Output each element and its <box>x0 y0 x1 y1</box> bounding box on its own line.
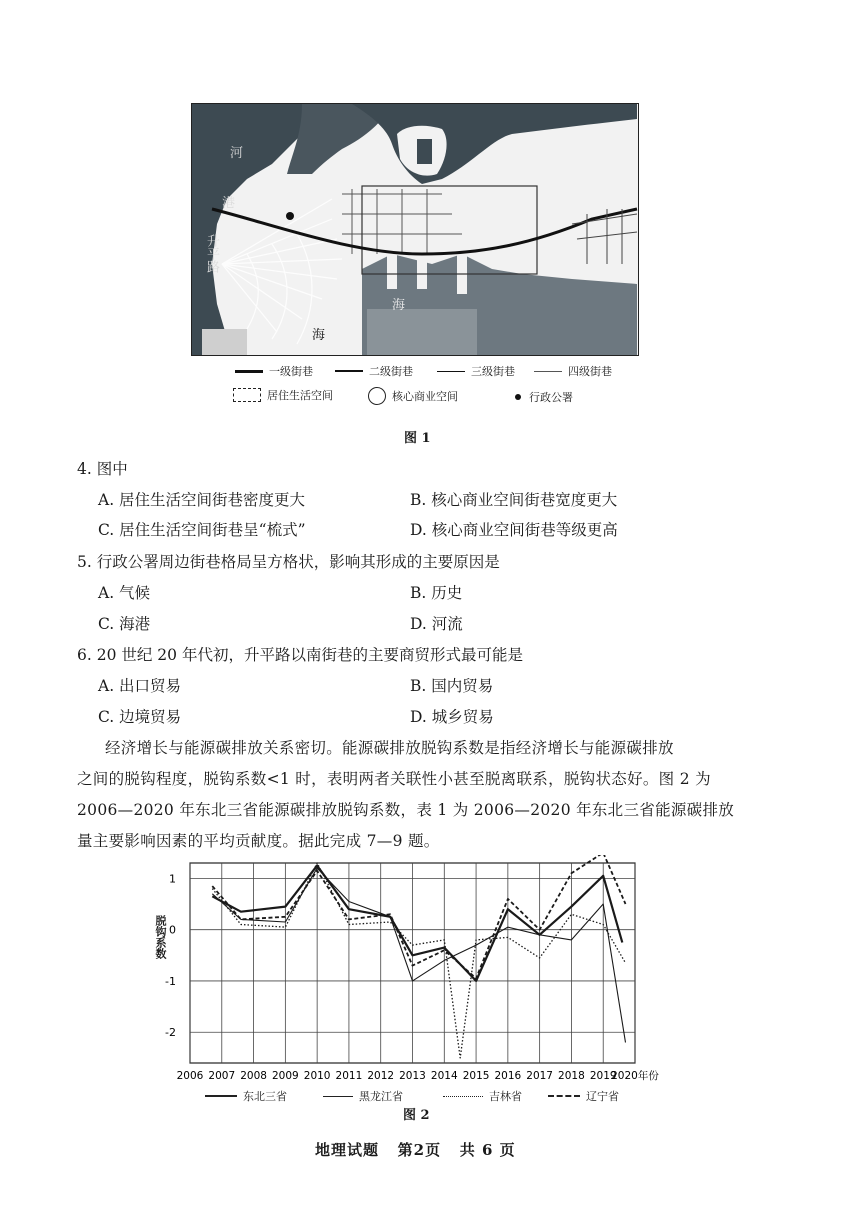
question-6-option-c: C. 边境贸易 <box>98 708 182 726</box>
chart-y-tick-label: -2 <box>165 1026 176 1040</box>
question-5-option-d: D. 河流 <box>410 615 463 633</box>
passage-line-2: 之间的脱钩程度，脱钩系数<1 时，表明两者关联性小甚至脱离联系，脱钩状态好。图 2 为 <box>77 770 711 788</box>
chart-x-tick-label: 2008 <box>240 1070 267 1082</box>
chart-legend-heilongjiang <box>323 1088 403 1104</box>
chart-x-tick-label: 2011 <box>335 1070 363 1082</box>
chart-x-tick-label: 2015 <box>462 1070 490 1082</box>
legend-admin-office <box>515 389 573 405</box>
chart-x-tick-label: 2013 <box>399 1070 426 1082</box>
question-6-stem: 6. 20 世纪 20 年代初，升平路以南街巷的主要商贸形式最可能是 <box>77 646 523 664</box>
chart-y-tick-label: -1 <box>165 974 176 988</box>
question-5-stem: 5. 行政公署周边街巷格局呈方格状，影响其形成的主要原因是 <box>77 553 500 571</box>
legend-line-level4 <box>534 371 562 372</box>
legend-line-level3 <box>437 371 465 372</box>
legend-level1 <box>235 363 313 379</box>
legend-residential <box>233 387 333 403</box>
legend-box-residential <box>233 388 261 402</box>
chart-legend-liaoning <box>548 1088 619 1104</box>
question-6-option-d: D. 城乡贸易 <box>410 708 494 726</box>
map-label-he: 河 <box>230 146 244 161</box>
question-5-option-a: A. 气候 <box>98 584 151 602</box>
legend-line-jilin <box>443 1096 483 1097</box>
legend-label-liaoning: 辽宁省 <box>586 1090 619 1103</box>
map-graphic <box>192 104 638 355</box>
legend-line-liaoning <box>548 1095 580 1097</box>
legend-line-level1 <box>235 370 263 373</box>
legend-level2 <box>335 363 413 379</box>
question-5-option-c: C. 海港 <box>98 615 151 633</box>
map-label-hai: 海 <box>392 298 406 313</box>
legend-label-core: 核心商业空间 <box>392 390 458 403</box>
map-label-gang: 港 <box>222 196 236 211</box>
legend-label-level1: 一级街巷 <box>269 365 313 378</box>
legend-core-commercial <box>368 387 458 405</box>
figure2-chart <box>150 855 690 1125</box>
chart-x-tick-label: 2010 <box>303 1070 331 1082</box>
chart-ylabel: 脱钩系数 <box>154 915 167 959</box>
legend-label-jilin: 吉林省 <box>489 1090 522 1103</box>
legend-level4 <box>534 363 612 379</box>
chart-x-tick-label: 2020年份 <box>611 1070 659 1082</box>
legend-line-heilongjiang <box>323 1096 353 1097</box>
chart-x-tick-label: 2012 <box>367 1070 395 1082</box>
passage-line-1: 经济增长与能源碳排放关系密切。能源碳排放脱钩系数是指经济增长与能源碳排放 <box>105 739 674 757</box>
question-6-option-a: A. 出口贸易 <box>98 677 182 695</box>
passage-line-4: 量主要影响因素的平均贡献度。据此完成 7—9 题。 <box>77 832 440 850</box>
question-4-option-c: C. 居住生活空间街巷呈“梳式” <box>98 521 306 539</box>
chart-x-tick-label: 2014 <box>430 1070 458 1082</box>
legend-label-level4: 四级街巷 <box>568 365 612 378</box>
chart-x-tick-label: 2007 <box>208 1070 236 1082</box>
legend-label-level2: 二级街巷 <box>369 365 413 378</box>
legend-circle-core <box>368 387 386 405</box>
passage-line-3: 2006—2020 年东北三省能源碳排放脱钩系数，表 1 为 2006—2020 年东北三省能源碳排放 <box>77 801 735 819</box>
question-4-option-d: D. 核心商业空间街巷等级更高 <box>410 521 618 539</box>
legend-label-level3: 三级街巷 <box>471 365 515 378</box>
decoupling-chart-svg <box>150 855 690 1087</box>
page-footer: 地理试题 第2页 共 6 页 <box>315 1141 516 1159</box>
legend-line-level2 <box>335 370 363 372</box>
admin-office-dot <box>286 212 294 220</box>
question-4-option-a: A. 居住生活空间街巷密度更大 <box>98 491 306 509</box>
legend-label-admin: 行政公署 <box>529 391 573 404</box>
chart-x-tick-label: 2009 <box>271 1070 299 1082</box>
chart-legend-jilin <box>443 1088 522 1104</box>
legend-label-dongbei: 东北三省 <box>243 1090 287 1103</box>
question-6-option-b: B. 国内贸易 <box>410 677 494 695</box>
map-label-hai2: 海 <box>312 328 326 343</box>
question-4-stem: 4. 图中 <box>77 460 128 478</box>
legend-label-heilongjiang: 黑龙江省 <box>359 1090 403 1103</box>
chart-series-line-2 <box>212 863 625 1058</box>
legend-dot-admin <box>515 394 521 400</box>
chart-x-tick-label: 2018 <box>558 1070 585 1082</box>
chart-series-line-1 <box>212 868 625 1042</box>
chart-x-tick-label: 2006 <box>176 1070 204 1082</box>
legend-line-dongbei <box>205 1095 237 1097</box>
map-label-shengpinglu: 升平路 <box>204 234 219 273</box>
chart-legend-dongbei <box>205 1088 287 1104</box>
question-5-option-b: B. 历史 <box>410 584 463 602</box>
question-4-option-b: B. 核心商业空间街巷宽度更大 <box>410 491 618 509</box>
figure1-caption: 图 1 <box>404 431 431 446</box>
figure2-caption: 图 2 <box>403 1108 430 1123</box>
chart-y-tick-label: 0 <box>169 923 176 937</box>
legend-label-residential: 居住生活空间 <box>267 389 333 402</box>
chart-x-tick-label: 2016 <box>494 1070 522 1082</box>
figure1-map <box>191 103 639 356</box>
chart-y-tick-label: 1 <box>169 872 176 886</box>
chart-series-line-3 <box>212 855 625 978</box>
chart-x-tick-label: 2017 <box>526 1070 554 1082</box>
legend-level3 <box>437 363 515 379</box>
chart-series-line-0 <box>212 866 622 981</box>
chart-x-tick-label: 2019 <box>589 1070 617 1082</box>
